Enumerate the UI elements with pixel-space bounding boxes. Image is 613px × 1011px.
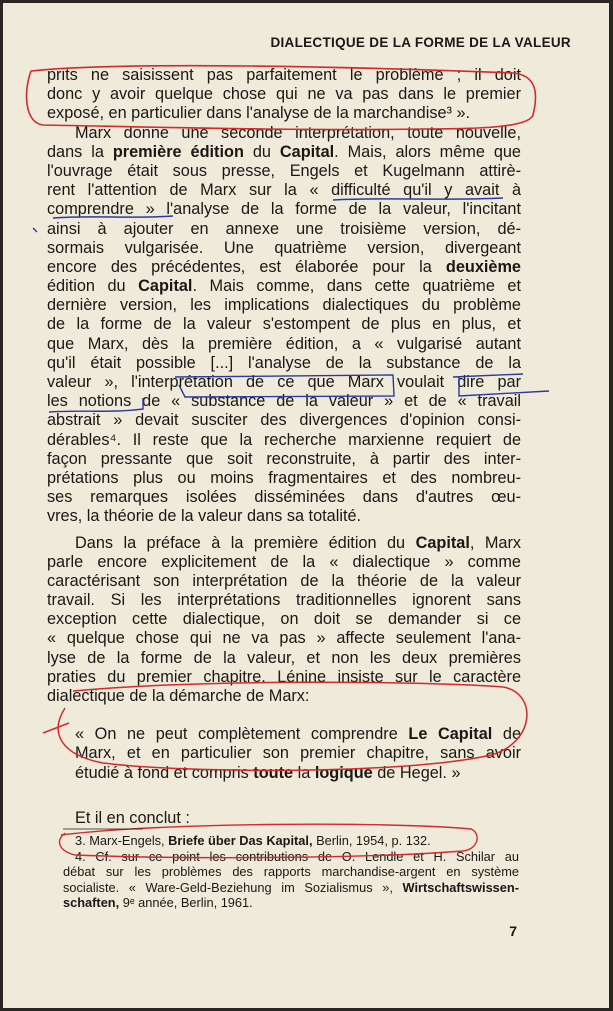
text-line: abstrait » devait susciter des divergences d'opinion consi- — [47, 411, 521, 430]
footnote-3 — [63, 833, 519, 849]
body-text — [47, 66, 521, 828]
text-line: l'ouvrage était sous presse, Engels et Kugelmann attirè- — [47, 161, 521, 180]
text-line: donc y avoir quelque chose qui ne va pas dans le premier — [47, 85, 521, 104]
text-line: 3. Marx-Engels, Briefe über Das Kapital, Berlin, 1954, p. 132. — [75, 833, 431, 848]
text-line: schaften, 9ᵉ année, Berlin, 1961. — [63, 895, 253, 911]
text-line: qu'il était possible [...] l'analyse de la substance de la — [47, 353, 521, 372]
text-line: dialectique de la démarche de Marx: — [47, 687, 310, 705]
text-line: ainsi à ajouter en annexe une troisième version, dé- — [47, 219, 521, 238]
lenin-quote — [47, 725, 521, 783]
text-line: Marx, et en particulier son premier chapitre, sans avoir — [75, 744, 521, 763]
book-page — [3, 3, 609, 1008]
text-line: débat sur les problèmes des rapports marchandise-argent en système — [63, 864, 519, 880]
text-line: lyse de la forme de la valeur, et non les deux premières — [47, 648, 521, 667]
text-line: dernière version, les implications dialectiques du problème — [47, 296, 521, 315]
footnotes — [63, 833, 519, 911]
text-line: parle encore explicitement de la « dialectique » comme — [47, 552, 521, 571]
text-line: dans la première édition du Capital. Mais, alors même que — [47, 142, 521, 161]
text-line: encore des précédentes, est élaborée pour la deuxième — [47, 257, 521, 276]
text-line: praties du premier chapitre. Lénine insiste sur le caractère — [47, 667, 521, 686]
paragraph-2 — [47, 124, 521, 527]
text-line: étudié à fond et compris toute la logique de Hegel. » — [75, 763, 461, 782]
paragraph-1 — [47, 66, 521, 124]
text-line: caractérisant son interprétation de la théorie de la valeur — [47, 571, 521, 590]
footnote-4 — [63, 849, 519, 911]
text-line: prits ne saisissent pas parfaitement le problème ; il doit — [47, 66, 521, 84]
text-line: comprendre » l'analyse de la forme de la valeur, l'incitant — [47, 200, 521, 219]
text-line: rent l'attention de Marx sur la « difficulté qu'il y avait à — [47, 181, 521, 200]
paragraph-4: Et il en conclut : — [75, 808, 190, 827]
text-line: sormais vulgarisée. Une quatrième version, divergeant — [47, 238, 521, 257]
text-line: vres, la théorie de la valeur dans sa totalité. — [47, 507, 362, 526]
paragraph-3 — [47, 534, 521, 707]
text-line: Marx donne une seconde interprétation, toute nouvelle, — [75, 123, 521, 142]
text-line: exception cette dialectique, on doit se demander si ce — [47, 610, 521, 629]
text-line: édition du Capital. Mais comme, dans cette quatrième et — [47, 277, 521, 296]
text-line: que Marx, dès la première édition, a « vulgarisé autant — [47, 334, 521, 353]
text-line: dérables⁴. Il reste que la recherche marxienne requiert de — [47, 430, 521, 449]
blue-check-ainsi — [33, 228, 37, 232]
text-line: Dans la préface à la première édition du Capital, Marx — [75, 533, 522, 552]
text-line: valeur », l'interprétation de ce que Marx voulait dire par — [47, 373, 521, 391]
running-header: DIALECTIQUE DE LA FORME DE LA VALEUR — [270, 35, 571, 50]
page-number: 7 — [509, 923, 517, 939]
text-line: les notions de « substance de la valeur » et de « travail — [47, 392, 521, 411]
text-line: prétations plus ou moins fragmentaires et des nombreu- — [47, 468, 521, 487]
text-line: façon pressante que soit reconstruite, à partir des inter- — [47, 449, 521, 468]
text-line: ses remarques isolées disséminées dans d'autres œu- — [47, 488, 521, 507]
text-line: exposé, en particulier dans l'analyse de la marchandise³ ». — [47, 104, 471, 123]
text-line: travail. Si les interprétations traditionnelles ignorent sans — [47, 591, 521, 610]
text-line: « On ne peut complètement comprendre Le Capital de — [75, 725, 522, 744]
text-line: 4. Cf. sur ce point les contributions de O. Lendle et H. Schilar au — [75, 848, 519, 864]
text-line: socialiste. « Ware-Geld-Beziehung im Sozialismus », Wirtschaftswissen- — [63, 879, 519, 895]
text-line: « quelque chose qui ne va pas » affecte seulement l'ana- — [47, 629, 521, 648]
text-line: de la forme de la valeur s'estompent de plus en plus, et — [47, 315, 521, 334]
